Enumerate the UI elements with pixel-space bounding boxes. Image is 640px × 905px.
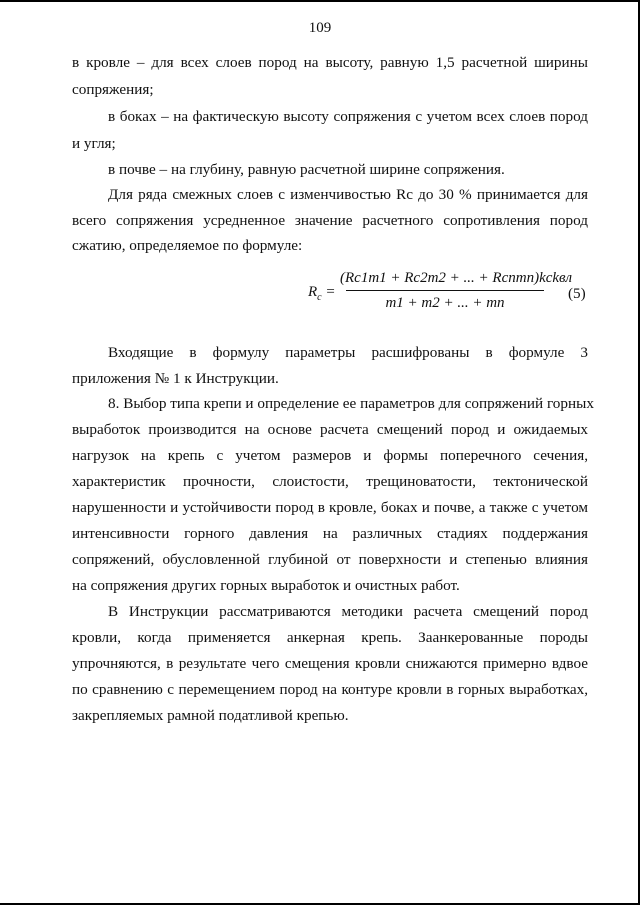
text-line: по сравнению с перемещением пород на контуре кровли в горных выработках, [72, 681, 588, 698]
formula-number: (5) [568, 285, 586, 302]
text-line: сжатию, определяемое по формуле: [72, 237, 303, 254]
text-line: в боках – на фактическую высоту сопряжения с учетом всех слоев пород [108, 108, 588, 125]
page-number: 109 [308, 20, 332, 36]
text-line: кровли, когда применяется анкерная крепь. Заанкерованные породы [72, 629, 588, 646]
text-line: Для ряда смежных слоев с изменчивостью Rc до 30 % принимается для [108, 186, 588, 203]
text-line: нагрузок на крепь с учетом размеров и формы поперечного сечения, [72, 447, 588, 464]
formula-fraction [340, 270, 573, 312]
text-line: 8. Выбор типа крепи и определение ее параметров для сопряжений горных [108, 395, 594, 412]
text-line: В Инструкции рассматриваются методики расчета смещений пород [108, 603, 588, 620]
text-line: в почве – на глубину, равную расчетной ширине сопряжения. [108, 161, 505, 178]
formula-lhs: $R_c$ = [308, 284, 336, 303]
text-line: в кровле – для всех слоев пород на высоту, равную 1,5 расчетной ширины [72, 54, 588, 71]
text-line: закрепляемых рамной податливой крепью. [72, 707, 349, 724]
text-line: приложения № 1 к Инструкции. [72, 370, 279, 387]
formula-numerator: (Rc1m1 + Rc2m2 + ... + Rcnmn)kckвл [340, 270, 573, 286]
text-line: на сопряжения других горных выработок и очистных работ. [72, 577, 460, 594]
text-line: интенсивности горного давления на различных стадиях поддержания [72, 525, 588, 542]
text-line: всего сопряжения усредненное значение расчетного сопротивления пород [72, 212, 588, 229]
formula-denominator: m1 + m2 + ... + mn [385, 295, 505, 311]
text-line: Входящие в формулу параметры расшифрованы в формуле 3 [108, 344, 588, 361]
formula [300, 270, 573, 322]
text-line: и угля; [72, 135, 116, 152]
text-line: упрочняются, в результате чего смещения кровли снижаются примерно вдвое [72, 655, 588, 672]
text-line: сопряжения; [72, 81, 154, 98]
text-line: сопряжений, обусловленной глубиной от поверхности и степенью влияния [72, 551, 588, 568]
text-line: нарушенности и устойчивости пород в кровле, боках и почве, а также с учетом [72, 499, 588, 516]
text-line: характеристик прочности, слоистости, трещиноватости, тектонической [72, 473, 588, 490]
text-line: выработок производится на основе расчета смещений пород и ожидаемых [72, 421, 588, 438]
